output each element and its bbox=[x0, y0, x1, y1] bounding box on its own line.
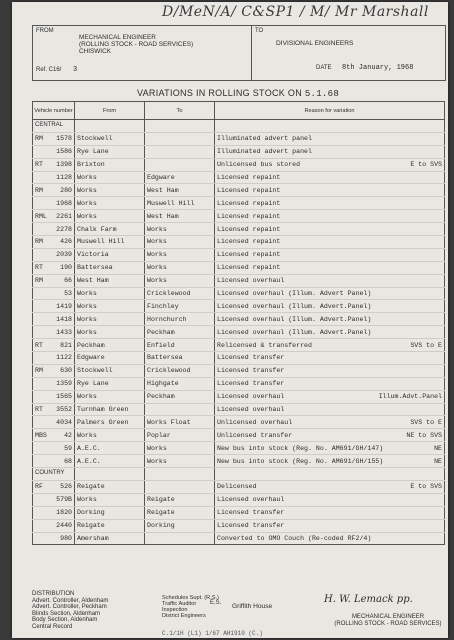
reason-text: Licensed repaint bbox=[217, 225, 281, 233]
reason-cell bbox=[215, 210, 445, 223]
table-row bbox=[33, 287, 445, 300]
reason-cell bbox=[215, 326, 445, 339]
reason-cell bbox=[215, 223, 445, 236]
reason-cell bbox=[215, 132, 445, 145]
table-row bbox=[33, 236, 445, 249]
reason-cell bbox=[215, 236, 445, 249]
reason-cell bbox=[215, 429, 445, 442]
vehicle-number: 2440 bbox=[56, 522, 72, 530]
reason-text: Licensed transfer bbox=[217, 354, 285, 362]
vehicle-number-cell bbox=[33, 158, 75, 171]
empty-cell bbox=[145, 120, 215, 133]
distribution-item: Schedules Supt. (R.S.) bbox=[162, 595, 219, 601]
title-date: 5.1.68 bbox=[304, 89, 340, 99]
variations-table bbox=[32, 101, 445, 545]
vehicle-class: RF bbox=[35, 483, 43, 491]
reason-text: Licensed repaint bbox=[217, 264, 281, 272]
reason-text: Licensed overhaul (Illum. Advert.Panel) bbox=[217, 302, 372, 310]
vehicle-number-cell bbox=[33, 223, 75, 236]
distribution-item: District Engineers bbox=[162, 613, 206, 619]
reason-text: Licensed overhaul bbox=[217, 277, 285, 285]
section-row bbox=[33, 468, 445, 481]
reason-cell bbox=[215, 300, 445, 313]
to-value: DIVISIONAL ENGINEERS bbox=[276, 40, 354, 47]
from-cell: Works bbox=[75, 326, 145, 339]
reason-cell bbox=[215, 274, 445, 287]
from-cell: Rye Lane bbox=[75, 145, 145, 158]
from-cell: Works bbox=[75, 313, 145, 326]
vehicle-number: 1398 bbox=[56, 161, 72, 169]
distribution-item: Advert. Controller, Aldenham bbox=[32, 597, 109, 604]
vehicle-number: 1578 bbox=[56, 135, 72, 143]
vehicle-number-cell bbox=[33, 532, 75, 545]
from-line: MECHANICAL ENGINEER bbox=[79, 34, 156, 41]
distribution-item: Central Record bbox=[32, 623, 73, 630]
vehicle-number-cell bbox=[33, 339, 75, 352]
vehicle-number: 68 bbox=[64, 457, 72, 465]
distribution-item: Inspection bbox=[162, 607, 188, 613]
handwritten-note: D/MeN/A/ C&SP1 / M/ Mr Marshall bbox=[162, 4, 429, 20]
distribution-label: DISTRIBUTION bbox=[32, 591, 75, 597]
vehicle-class: RM bbox=[35, 367, 43, 375]
table-row bbox=[33, 274, 445, 287]
reason-cell bbox=[215, 287, 445, 300]
table-row bbox=[33, 416, 445, 429]
vehicle-number: 2261 bbox=[56, 212, 72, 220]
vehicle-number: 1433 bbox=[56, 328, 72, 336]
empty-cell bbox=[75, 468, 145, 481]
vehicle-number: 1418 bbox=[56, 315, 72, 323]
reason-note: SVS to E bbox=[410, 418, 442, 426]
to-cell: Dorking bbox=[145, 519, 215, 532]
from-cell: West Ham bbox=[75, 274, 145, 287]
place-name: Griffith House bbox=[232, 603, 273, 610]
reason-cell bbox=[215, 390, 445, 403]
distribution-item: Traffic Auditor bbox=[162, 601, 197, 607]
to-cell: Works Float bbox=[145, 416, 215, 429]
vehicle-class: RT bbox=[35, 406, 43, 414]
vehicle-class: RM bbox=[35, 238, 43, 246]
column-header: Vehicle number bbox=[33, 102, 75, 120]
table-row bbox=[33, 377, 445, 390]
signatory-line: (ROLLING STOCK - ROAD SERVICES) bbox=[334, 621, 442, 627]
reason-cell bbox=[215, 184, 445, 197]
reason-text: Licensed repaint bbox=[217, 251, 281, 259]
to-cell: Poplar bbox=[145, 429, 215, 442]
reason-cell bbox=[215, 352, 445, 365]
to-cell: Peckham bbox=[145, 326, 215, 339]
section-name: CENTRAL bbox=[33, 120, 75, 133]
distribution-item: Blinds Section, Aldenham bbox=[32, 610, 101, 617]
vehicle-number-cell bbox=[33, 171, 75, 184]
from-cell: Chalk Farm bbox=[75, 223, 145, 236]
form-code: C.1/1H (L1) 1/67 AH1910 (C.) bbox=[162, 630, 263, 637]
to-cell: Muswell Hill bbox=[145, 197, 215, 210]
signatory-title bbox=[332, 614, 444, 628]
table-row bbox=[33, 132, 445, 145]
reason-cell bbox=[215, 442, 445, 455]
reason-text: Licensed overhaul bbox=[217, 393, 285, 401]
to-cell: Battersea bbox=[145, 352, 215, 365]
vehicle-class: RT bbox=[35, 341, 43, 349]
vehicle-class: RT bbox=[35, 161, 43, 169]
reason-text: Unlicensed bus stored bbox=[217, 161, 301, 169]
from-cell: Turnham Green bbox=[75, 403, 145, 416]
vehicle-class: MBS bbox=[35, 431, 47, 439]
ref-value: 3 bbox=[73, 66, 78, 74]
to-cell: Works bbox=[145, 248, 215, 261]
signature: H. W. Lemack pp. bbox=[324, 594, 413, 605]
vehicle-number-cell bbox=[33, 480, 75, 493]
to-cell: Peckham bbox=[145, 390, 215, 403]
vehicle-number: 1586 bbox=[56, 148, 72, 156]
to-cell bbox=[145, 532, 215, 545]
reason-text: Licensed transfer bbox=[217, 509, 285, 517]
reason-cell bbox=[215, 506, 445, 519]
vehicle-number: 53 bbox=[64, 290, 72, 298]
vehicle-number: 821 bbox=[60, 341, 72, 349]
table-row bbox=[33, 442, 445, 455]
table-row bbox=[33, 197, 445, 210]
document-title bbox=[32, 88, 444, 99]
document-footer bbox=[32, 591, 444, 637]
table-row bbox=[33, 326, 445, 339]
reason-text: Illuminated advert panel bbox=[217, 148, 312, 156]
empty-cell bbox=[75, 120, 145, 133]
es-mark: E.S. bbox=[210, 600, 222, 606]
table-row bbox=[33, 184, 445, 197]
vehicle-number: 190 bbox=[60, 264, 72, 272]
to-cell bbox=[145, 132, 215, 145]
to-cell: West Ham bbox=[145, 184, 215, 197]
to-cell: Edgware bbox=[145, 171, 215, 184]
reason-note: E to SVS bbox=[410, 483, 442, 491]
vehicle-number: 980 bbox=[60, 534, 72, 542]
reason-text: New bus into stock (Reg. No. AM691/GH/155) bbox=[217, 457, 384, 465]
to-cell: Reigate bbox=[145, 506, 215, 519]
reason-text: Relicensed & transferred bbox=[217, 341, 312, 349]
reason-text: Delicensed bbox=[217, 483, 257, 491]
vehicle-number-cell bbox=[33, 377, 75, 390]
reason-note: E to SVS bbox=[410, 161, 442, 169]
reason-cell bbox=[215, 519, 445, 532]
from-cell: Muswell Hill bbox=[75, 236, 145, 249]
vehicle-class: RM bbox=[35, 186, 43, 194]
document-sheet bbox=[12, 2, 448, 638]
vehicle-number-cell bbox=[33, 132, 75, 145]
vehicle-number-cell bbox=[33, 352, 75, 365]
from-line: (ROLLING STOCK - ROAD SERVICES) bbox=[79, 41, 194, 48]
reason-note: Illum.Advt.Panel bbox=[378, 393, 442, 401]
from-label: FROM bbox=[36, 28, 54, 34]
reason-cell bbox=[215, 493, 445, 506]
from-cell: Works bbox=[75, 429, 145, 442]
distribution-list-2 bbox=[162, 595, 222, 619]
vehicle-number-cell bbox=[33, 390, 75, 403]
vehicle-number: 59 bbox=[64, 444, 72, 452]
vehicle-number: 66 bbox=[64, 277, 72, 285]
to-cell: Cricklewood bbox=[145, 364, 215, 377]
from-cell: Works bbox=[75, 197, 145, 210]
vehicle-number-cell bbox=[33, 236, 75, 249]
from-cell: Brixton bbox=[75, 158, 145, 171]
to-cell bbox=[145, 158, 215, 171]
from-cell: Reigate bbox=[75, 480, 145, 493]
table-row bbox=[33, 248, 445, 261]
reason-text: Unlicensed overhaul bbox=[217, 418, 293, 426]
vehicle-number: 1128 bbox=[56, 174, 72, 181]
reason-text: Licensed repaint bbox=[217, 212, 281, 220]
reason-text: Licensed repaint bbox=[217, 199, 281, 207]
vehicle-number: 426 bbox=[60, 238, 72, 246]
distribution-item: Advert. Controller, Peckham bbox=[32, 604, 107, 611]
from-cell: Battersea bbox=[75, 261, 145, 274]
table-row bbox=[33, 158, 445, 171]
vehicle-number-cell bbox=[33, 364, 75, 377]
vehicle-number-cell bbox=[33, 210, 75, 223]
to-cell: Highgate bbox=[145, 377, 215, 390]
empty-cell bbox=[145, 468, 215, 481]
reason-cell bbox=[215, 261, 445, 274]
from-cell: Stockwell bbox=[75, 132, 145, 145]
from-cell: Works bbox=[75, 287, 145, 300]
reason-text: Licensed overhaul (Illum. Advert Panel) bbox=[217, 290, 372, 298]
vehicle-number-cell bbox=[33, 442, 75, 455]
table-row bbox=[33, 519, 445, 532]
from-cell: A.E.C. bbox=[75, 455, 145, 468]
vehicle-number: 1359 bbox=[56, 380, 72, 388]
vehicle-number-cell bbox=[33, 403, 75, 416]
vehicle-class: RM bbox=[35, 135, 43, 143]
from-cell: Works bbox=[75, 390, 145, 403]
reason-cell bbox=[215, 339, 445, 352]
title-text: VARIATIONS IN ROLLING STOCK ON bbox=[136, 88, 302, 98]
date-label: DATE bbox=[316, 65, 332, 71]
from-cell: Victoria bbox=[75, 248, 145, 261]
vehicle-number-cell bbox=[33, 506, 75, 519]
vehicle-number-cell bbox=[33, 416, 75, 429]
vehicle-number-cell bbox=[33, 287, 75, 300]
table-row bbox=[33, 352, 445, 365]
from-box bbox=[33, 26, 252, 80]
empty-cell bbox=[215, 468, 445, 481]
table-row bbox=[33, 171, 445, 184]
to-cell: Reigate bbox=[145, 493, 215, 506]
from-cell: Stockwell bbox=[75, 364, 145, 377]
table-row bbox=[33, 223, 445, 236]
vehicle-number-cell bbox=[33, 429, 75, 442]
table-row bbox=[33, 532, 445, 545]
vehicle-number: 42 bbox=[64, 431, 72, 439]
column-header: To bbox=[145, 102, 215, 120]
vehicle-number-cell bbox=[33, 261, 75, 274]
vehicle-number: 579B bbox=[56, 496, 72, 504]
reason-note: NE bbox=[434, 457, 442, 465]
vehicle-number: 526 bbox=[60, 483, 72, 491]
vehicle-class: RT bbox=[35, 264, 43, 272]
reason-cell bbox=[215, 364, 445, 377]
reason-cell bbox=[215, 480, 445, 493]
from-address bbox=[79, 34, 193, 55]
column-header: From bbox=[75, 102, 145, 120]
to-cell: Cricklewood bbox=[145, 287, 215, 300]
reason-cell bbox=[215, 403, 445, 416]
vehicle-number: 4034 bbox=[56, 418, 72, 426]
reason-text: Converted to OMO Couch (Re-coded RF2/4) bbox=[217, 534, 372, 542]
memo-header bbox=[32, 25, 446, 81]
reason-text: Licensed transfer bbox=[217, 367, 285, 375]
table-row bbox=[33, 364, 445, 377]
to-label: TO bbox=[255, 28, 264, 34]
vehicle-class: RM bbox=[35, 277, 43, 285]
vehicle-number: 1565 bbox=[56, 393, 72, 401]
vehicle-number: 280 bbox=[60, 186, 72, 194]
from-cell: Works bbox=[75, 171, 145, 184]
reason-text: Licensed repaint bbox=[217, 238, 281, 246]
reason-cell bbox=[215, 158, 445, 171]
reason-text: Licensed overhaul (Illum. Advert.Panel) bbox=[217, 328, 372, 336]
signatory-line: MECHANICAL ENGINEER bbox=[351, 614, 425, 620]
vehicle-number-cell bbox=[33, 145, 75, 158]
date-value: 8th January, 1968 bbox=[342, 64, 414, 72]
from-line: CHISWICK bbox=[79, 48, 111, 55]
from-cell: Edgware bbox=[75, 352, 145, 365]
reason-cell bbox=[215, 145, 445, 158]
vehicle-number: 1122 bbox=[56, 354, 72, 362]
vehicle-number: 2039 bbox=[56, 251, 72, 259]
reason-text: Licensed overhaul bbox=[217, 496, 285, 504]
from-cell: Works bbox=[75, 210, 145, 223]
from-cell: Dorking bbox=[75, 506, 145, 519]
vehicle-number-cell bbox=[33, 493, 75, 506]
from-cell: Amersham bbox=[75, 532, 145, 545]
reason-text: Licensed repaint bbox=[217, 186, 281, 194]
reason-cell bbox=[215, 171, 445, 184]
vehicle-class: RML bbox=[35, 212, 47, 220]
from-cell: A.E.C. bbox=[75, 442, 145, 455]
to-cell: Works bbox=[145, 455, 215, 468]
reason-text: Licensed transfer bbox=[217, 380, 285, 388]
reason-text: Licensed overhaul bbox=[217, 406, 285, 414]
from-cell: Palmers Green bbox=[75, 416, 145, 429]
table-row bbox=[33, 339, 445, 352]
empty-cell bbox=[215, 120, 445, 133]
reason-text: Licensed overhaul (Illum. Advert.Panel) bbox=[217, 315, 372, 323]
table-row bbox=[33, 493, 445, 506]
vehicle-number-cell bbox=[33, 326, 75, 339]
reason-cell bbox=[215, 532, 445, 545]
vehicle-number: 1419 bbox=[56, 302, 72, 310]
vehicle-number-cell bbox=[33, 519, 75, 532]
distribution-item: Body Section, Aldenham bbox=[32, 617, 98, 624]
table-row bbox=[33, 313, 445, 326]
distribution-list bbox=[32, 591, 108, 631]
vehicle-number: 630 bbox=[60, 367, 72, 375]
reason-text: New bus into stock (Reg. No. AM691/GH/147) bbox=[217, 444, 384, 452]
vehicle-number: 2278 bbox=[56, 225, 72, 233]
reason-cell bbox=[215, 377, 445, 390]
from-cell: Peckham bbox=[75, 339, 145, 352]
table-row bbox=[33, 390, 445, 403]
table-row bbox=[33, 506, 445, 519]
to-cell: Works bbox=[145, 274, 215, 287]
ref-label: Ref. C16/ bbox=[36, 67, 62, 73]
to-cell: Enfield bbox=[145, 339, 215, 352]
to-cell: Works bbox=[145, 261, 215, 274]
table-row bbox=[33, 429, 445, 442]
reason-cell bbox=[215, 248, 445, 261]
to-cell: Works bbox=[145, 223, 215, 236]
section-row bbox=[33, 120, 445, 133]
vehicle-number: 3552 bbox=[56, 406, 72, 414]
column-header: Reason for variation bbox=[215, 102, 445, 120]
from-cell: Rye Lane bbox=[75, 377, 145, 390]
to-cell: Works bbox=[145, 236, 215, 249]
reason-text: Illuminated advert panel bbox=[217, 135, 312, 143]
table-header-row bbox=[33, 102, 445, 120]
from-cell: Works bbox=[75, 184, 145, 197]
table-row bbox=[33, 261, 445, 274]
vehicle-number-cell bbox=[33, 313, 75, 326]
reason-note: NE to SVS bbox=[406, 431, 442, 439]
table-row bbox=[33, 145, 445, 158]
to-cell: Works bbox=[145, 442, 215, 455]
from-cell: Works bbox=[75, 300, 145, 313]
reason-note: SVS to E bbox=[410, 341, 442, 349]
table-row bbox=[33, 455, 445, 468]
reason-cell bbox=[215, 455, 445, 468]
vehicle-number-cell bbox=[33, 455, 75, 468]
to-cell: West Ham bbox=[145, 210, 215, 223]
from-cell: Reigate bbox=[75, 519, 145, 532]
table-row bbox=[33, 210, 445, 223]
table-row bbox=[33, 480, 445, 493]
reason-note: NE bbox=[434, 444, 442, 452]
reason-text: Licensed transfer bbox=[217, 522, 285, 530]
table-row bbox=[33, 403, 445, 416]
vehicle-number-cell bbox=[33, 274, 75, 287]
vehicle-number-cell bbox=[33, 184, 75, 197]
to-cell bbox=[145, 480, 215, 493]
vehicle-number-cell bbox=[33, 300, 75, 313]
vehicle-number: 1968 bbox=[56, 199, 72, 207]
vehicle-number: 1820 bbox=[56, 509, 72, 517]
reason-cell bbox=[215, 197, 445, 210]
reason-text: Licensed repaint bbox=[217, 174, 281, 181]
from-cell: Works bbox=[75, 493, 145, 506]
table-body bbox=[33, 120, 445, 545]
vehicle-number-cell bbox=[33, 197, 75, 210]
to-box bbox=[252, 26, 445, 80]
reason-cell bbox=[215, 313, 445, 326]
reason-cell bbox=[215, 416, 445, 429]
reason-text: Unlicensed transfer bbox=[217, 431, 293, 439]
table-row bbox=[33, 300, 445, 313]
to-cell bbox=[145, 145, 215, 158]
vehicle-number-cell bbox=[33, 248, 75, 261]
to-cell bbox=[145, 403, 215, 416]
section-name: COUNTRY bbox=[33, 468, 75, 481]
to-cell: Hornchurch bbox=[145, 313, 215, 326]
to-cell: Finchley bbox=[145, 300, 215, 313]
